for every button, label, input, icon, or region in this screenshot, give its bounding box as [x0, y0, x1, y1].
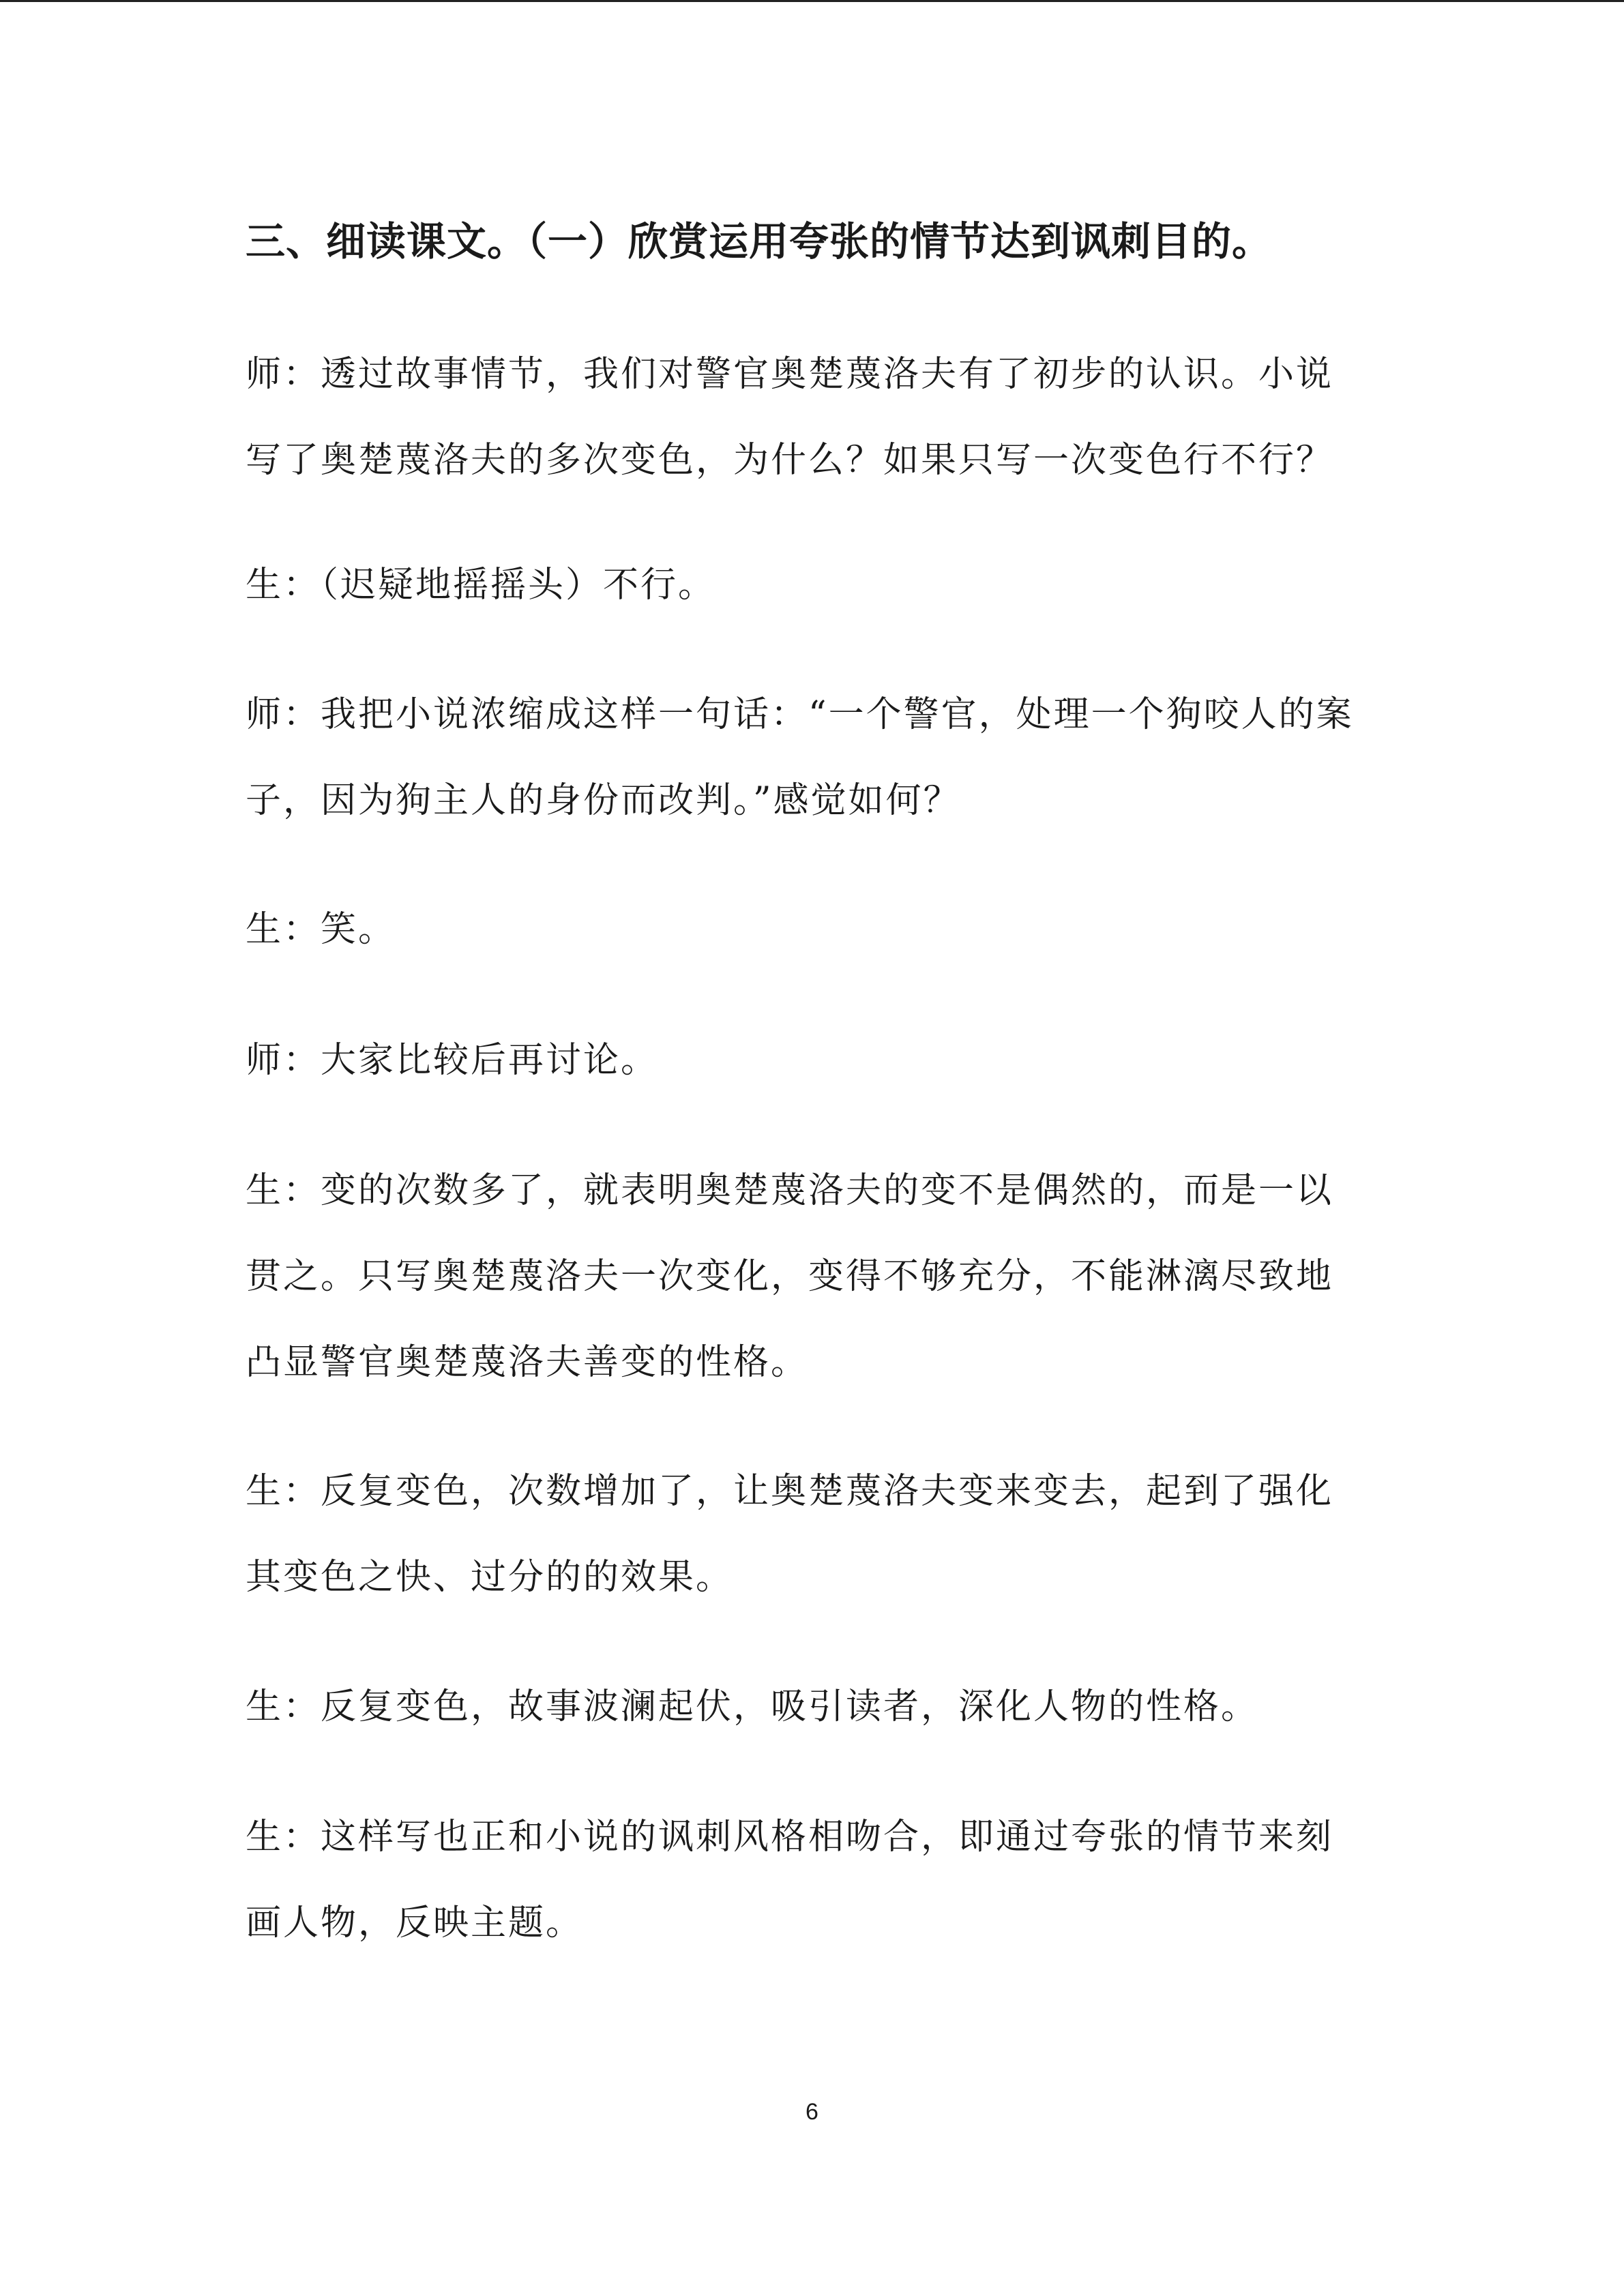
paragraph-student-times: 生：变的次数多了，就表明奥楚蔑洛夫的变不是偶然的，而是一以贯之。只写奥楚蔑洛夫一次变化，变得不够充分，不能淋漓尽致地凸显警官奥楚蔑洛夫善变的性格。	[246, 1170, 1334, 1383]
paragraph-teacher-discuss: 师：大家比较后再讨论。	[246, 1040, 659, 1081]
paragraph-student-plot: 生：反复变色，故事波澜起伏，吸引读者，深化人物的性格。	[246, 1686, 1259, 1727]
top-border-line	[0, 0, 1624, 2]
paragraph-student-laugh: 生：笑。	[246, 909, 396, 950]
paragraph-student-repeat: 生：反复变色，次数增加了，让奥楚蔑洛夫变来变去，起到了强化其变色之快、过分的的效果。	[246, 1471, 1334, 1598]
paragraph-student-satire: 生：这样写也正和小说的讽刺风格相吻合，即通过夸张的情节来刻画人物，反映主题。	[246, 1817, 1334, 1943]
paragraph-teacher-question: 师：透过故事情节，我们对警官奥楚蔑洛夫有了初步的认识。小说写了奥楚蔑洛夫的多次变色，为什么？如果只写一次变色行不行？	[246, 354, 1334, 481]
page-number: 6	[806, 2099, 818, 2125]
paragraph-student-answer: 生：（迟疑地摇摇头）不行。	[246, 565, 716, 606]
paragraph-teacher-summary: 师：我把小说浓缩成这样一句话：“一个警官，处理一个狗咬人的案子，因为狗主人的身份而改判。”感觉如何？	[246, 694, 1354, 821]
section-heading: 三、细读课文。（一）欣赏运用夸张的情节达到讽刺目的。	[246, 218, 1273, 265]
